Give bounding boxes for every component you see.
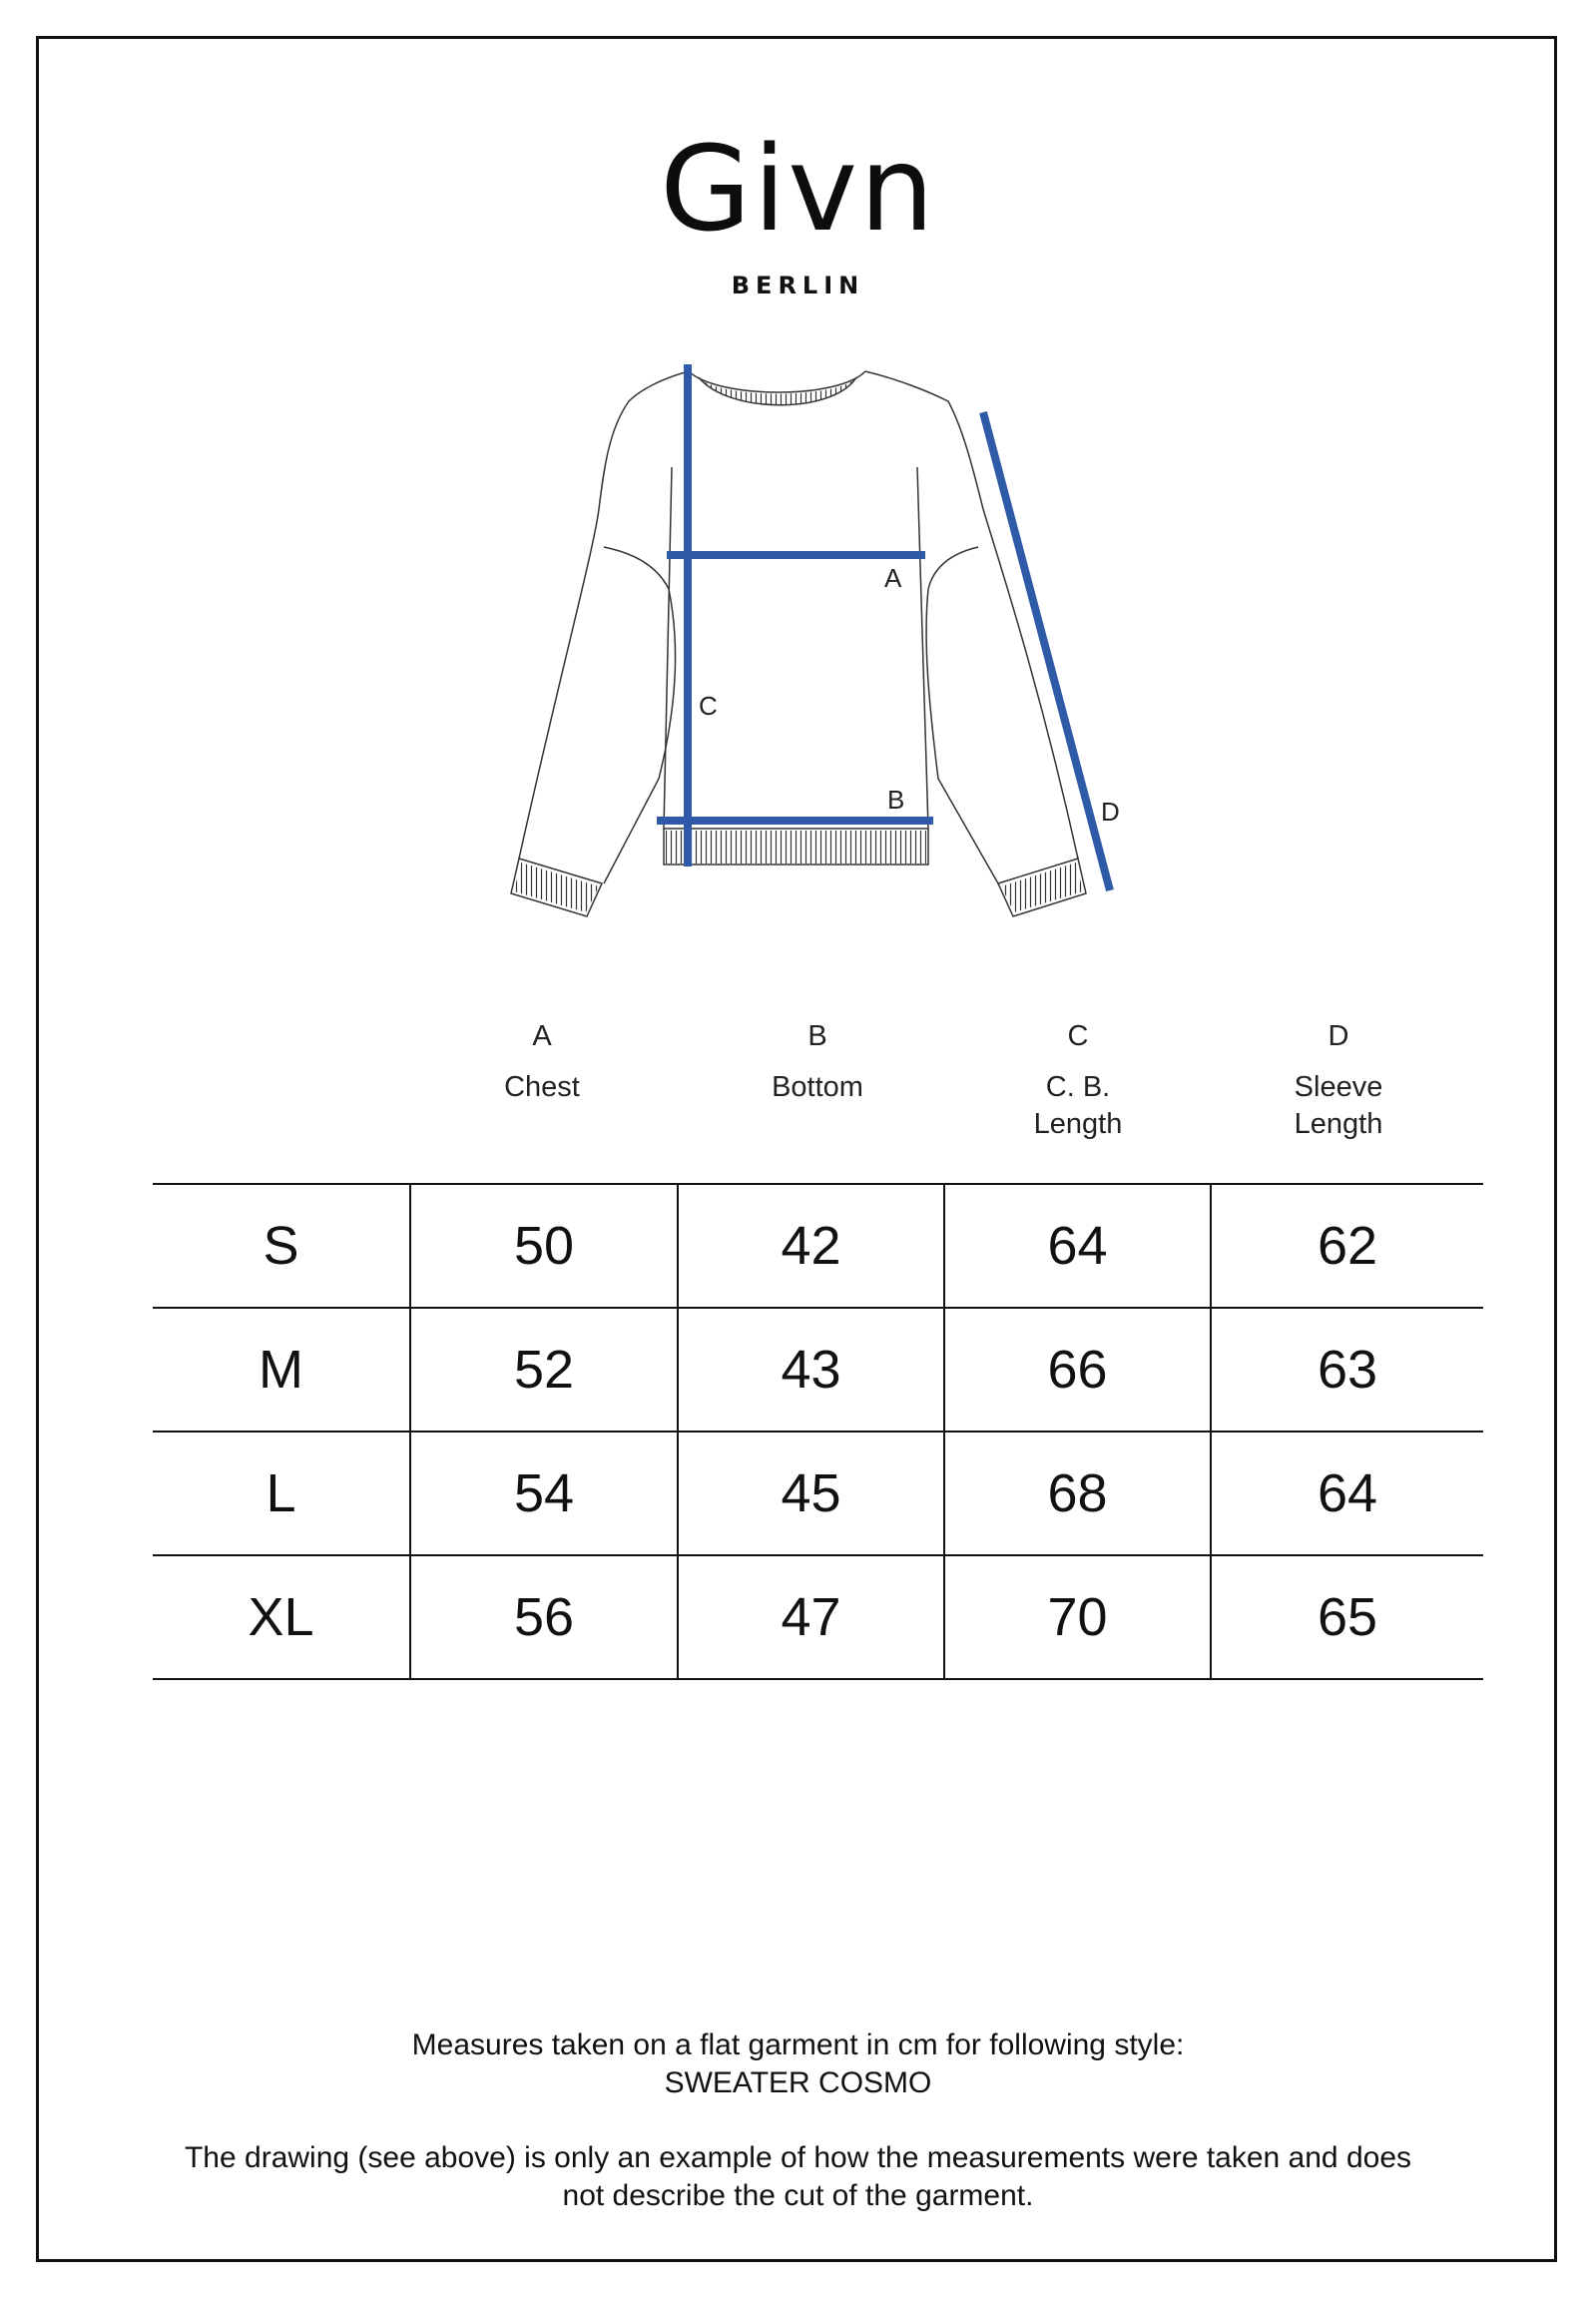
column-label-line1: C. B. [1045,1071,1111,1103]
column-letter: C [1067,1020,1089,1052]
column-header-chest [432,1018,652,1106]
measurement-note [60,2026,1536,2102]
disclaimer-note [60,2139,1536,2215]
column-label-line1: Sleeve [1294,1071,1383,1103]
size-cell: M [153,1308,410,1432]
size-cell: XL [153,1555,410,1679]
sleeve-length-cell: 62 [1211,1184,1483,1308]
column-label: Chest [504,1071,580,1103]
sleeve-length-cell: 63 [1211,1308,1483,1432]
label-a: A [884,563,902,593]
column-letter: D [1328,1020,1349,1052]
column-label-line2: Length [1033,1108,1123,1140]
sweater-diagram [499,354,1148,933]
size-cell: S [153,1184,410,1308]
label-d: D [1101,797,1120,827]
chest-cell: 56 [410,1555,678,1679]
column-label-line2: Length [1294,1108,1383,1140]
column-header-sleeve-length [1229,1018,1448,1143]
label-c: C [699,691,718,721]
measurement-note-text: Measures taken on a flat garment in cm for following style: [411,2028,1185,2061]
bottom-cell: 42 [678,1184,944,1308]
column-label: Bottom [772,1071,863,1103]
table-row [153,1432,1483,1555]
measure-lines [657,364,1110,890]
chest-cell: 54 [410,1432,678,1555]
column-letter: A [532,1020,552,1052]
cb-length-cell: 68 [944,1432,1211,1555]
bottom-cell: 47 [678,1555,944,1679]
label-b: B [887,785,905,815]
measure-line-d [983,412,1110,890]
chest-cell: 50 [410,1184,678,1308]
disclaimer-line: The drawing (see above) is only an example of how the measurements were taken and does [184,2141,1412,2174]
table-row [153,1555,1483,1679]
cb-length-cell: 70 [944,1555,1211,1679]
column-letter: B [807,1020,827,1052]
column-header-cb-length [968,1018,1188,1143]
table-row [153,1308,1483,1432]
chest-cell: 52 [410,1308,678,1432]
bottom-cell: 45 [678,1432,944,1555]
sleeve-length-cell: 65 [1211,1555,1483,1679]
size-cell: L [153,1432,410,1555]
brand-name: Givn [660,120,936,258]
table-row [153,1184,1483,1308]
column-header-bottom [708,1018,927,1106]
brand-logo [0,120,1596,299]
brand-city: BERLIN [731,272,865,299]
style-name: SWEATER COSMO [664,2066,932,2099]
disclaimer-line: not describe the cut of the garment. [562,2179,1034,2212]
table-column-headers [0,1018,1596,1158]
cb-length-cell: 66 [944,1308,1211,1432]
size-table [153,1183,1483,1680]
bottom-cell: 43 [678,1308,944,1432]
cb-length-cell: 64 [944,1184,1211,1308]
sleeve-length-cell: 64 [1211,1432,1483,1555]
